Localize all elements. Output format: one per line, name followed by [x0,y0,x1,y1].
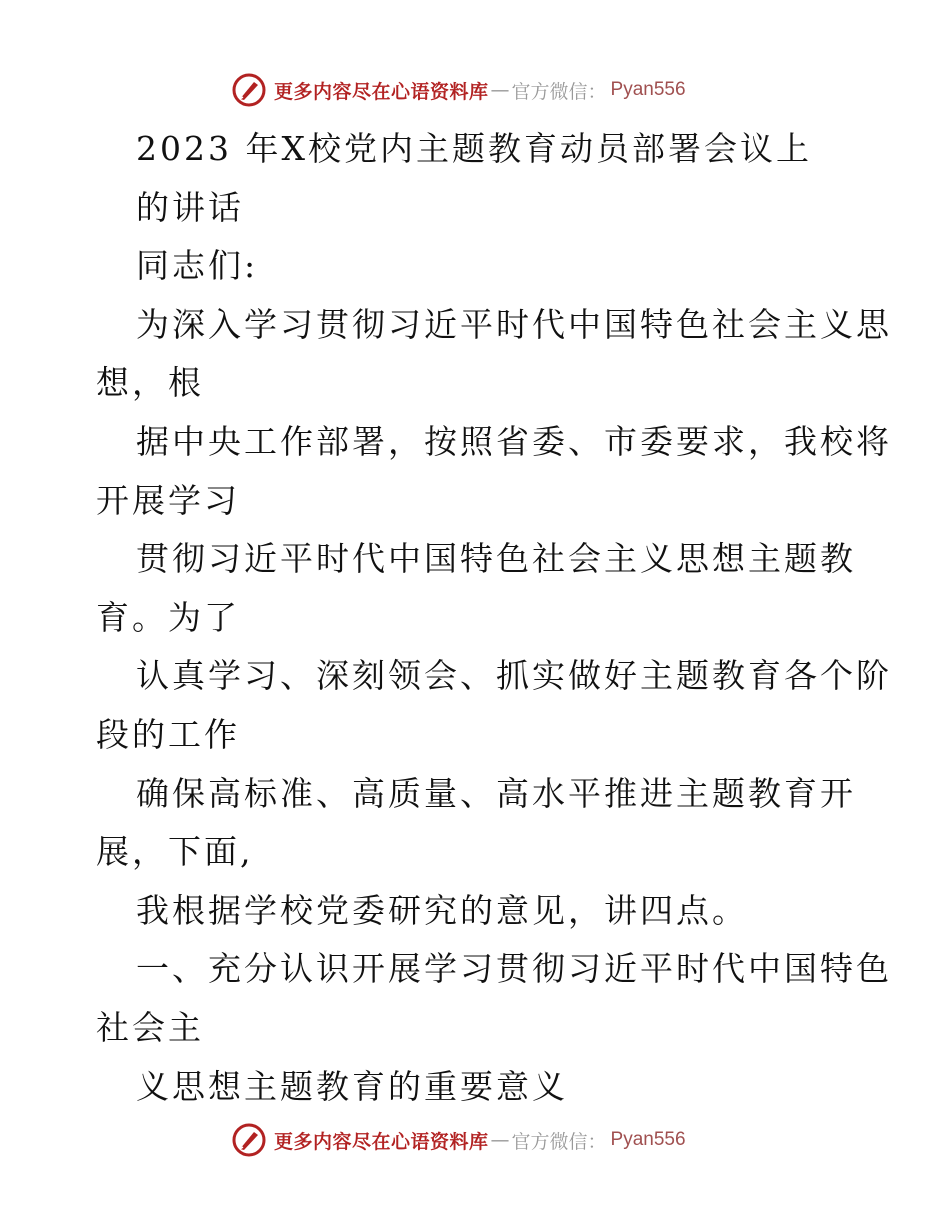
doc-heading-line: 义思想主题教育的重要意义 [136,1066,568,1106]
banner-separator: — [490,79,510,101]
doc-text-line: 开展学习 [96,480,240,520]
doc-text-line: 确保高标准、高质量、高水平推进主题教育开 [136,773,856,813]
doc-text-line: 展，下面, [96,832,254,872]
doc-heading-line: 一、充分认识开展学习贯彻习近平时代中国特色 [136,949,892,989]
banner-contact-label: 官方微信： [511,80,607,103]
banner-contact-label: 官方微信： [511,1130,607,1153]
banner-slogan: 更多内容尽在心语资料库 [274,1130,489,1153]
banner-slogan: 更多内容尽在心语资料库 [274,80,489,103]
quill-logo-icon [232,73,266,107]
doc-text-line: 段的工作 [96,714,240,754]
banner-contact-id: Pyan556 [610,79,686,100]
quill-logo-icon [232,1123,266,1157]
doc-text-line: 想，根 [96,363,204,403]
doc-title-line: 2023 年X校党内主题教育动员部署会议上 [136,129,812,168]
footer-banner [232,1122,686,1158]
banner-contact-id: Pyan556 [610,1129,686,1150]
doc-heading-line: 社会主 [96,1007,204,1047]
doc-text-line: 认真学习、深刻领会、抓实做好主题教育各个阶 [136,656,892,696]
doc-title-line: 的讲话 [136,187,244,227]
doc-text-line: 为深入学习贯彻习近平时代中国特色社会主义思 [136,304,892,344]
header-banner [232,72,686,108]
doc-text-line: 贯彻习近平时代中国特色社会主义思想主题教 [136,539,856,579]
doc-text-line: 我根据学校党委研究的意见，讲四点。 [136,890,748,930]
document-body [96,120,892,1116]
doc-salutation: 同志们: [136,246,259,286]
banner-separator: — [490,1129,510,1151]
doc-text-line: 育。为了 [96,597,240,637]
doc-text-line: 据中央工作部署，按照省委、市委要求，我校将 [136,421,892,461]
